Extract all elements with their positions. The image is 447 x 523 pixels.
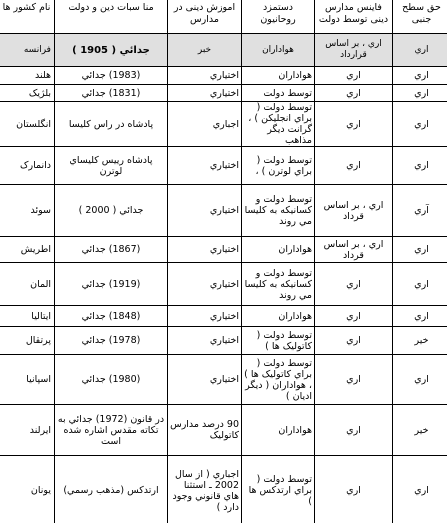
table-cell: (1978) جدائي bbox=[55, 327, 168, 355]
table-cell: هواداران bbox=[242, 306, 315, 327]
table-cell: اختياري bbox=[168, 306, 242, 327]
table-cell: خير bbox=[393, 327, 447, 355]
table-cell: اري bbox=[315, 102, 393, 147]
table-cell: اري bbox=[315, 456, 393, 523]
country-cell: انگلستان bbox=[0, 102, 55, 147]
country-cell: پرتقال bbox=[0, 327, 55, 355]
table-cell: اري bbox=[393, 67, 447, 85]
table-body bbox=[0, 67, 447, 523]
table-cell: توسط دولت ( براي لوترن ) ، bbox=[242, 147, 315, 185]
header-cell: منا سبات دین و دولت bbox=[55, 0, 168, 34]
table-cell: اري bbox=[393, 306, 447, 327]
subheader-cell: اري bbox=[393, 34, 447, 67]
country-cell: يونان bbox=[0, 456, 55, 523]
header-cell: دستمزد روحانیون bbox=[242, 0, 315, 34]
table-cell: پادشاه در راس کليسا bbox=[55, 102, 168, 147]
table-cell: اختياري bbox=[168, 85, 242, 102]
table-row bbox=[0, 263, 447, 306]
table-cell: هواداران bbox=[242, 237, 315, 263]
table-cell: اري bbox=[315, 147, 393, 185]
table-cell: ارتدکس (مذهب رسمي) bbox=[55, 456, 168, 523]
table-cell: (1980) جدائي bbox=[55, 355, 168, 405]
table-cell: اري bbox=[315, 327, 393, 355]
table-cell: اجباري ( از سال 2002 ـ استثنا هاي قانوني وجود دارد ) bbox=[168, 456, 242, 523]
subheader-cell: هواداران bbox=[242, 34, 315, 67]
header-cell: حق سطح جنبی bbox=[393, 0, 447, 34]
table-cell: اختياري bbox=[168, 355, 242, 405]
header-cell: فاینس مدارس دینی توسط دولت bbox=[315, 0, 393, 34]
table-row bbox=[0, 456, 447, 523]
country-cell: دانمارک bbox=[0, 147, 55, 185]
table-cell: اري bbox=[393, 85, 447, 102]
table-cell: خير bbox=[393, 405, 447, 456]
table-cell: توسط دولت و کسانيکه به کليسا مي روند bbox=[242, 263, 315, 306]
table-cell: هواداران bbox=[242, 67, 315, 85]
table-cell: توسط دولت و کسانيکه به کليسا مي روند bbox=[242, 185, 315, 237]
table-cell: توسط دولت ( براي انجليکن ) ، گرانت ديگر مذاهب bbox=[242, 102, 315, 147]
subheader-cell: اري ، بر اساس قرارداد bbox=[315, 34, 393, 67]
header-cell: اموزش دینی در مدارس bbox=[168, 0, 242, 34]
table-cell: توسط دولت ( کاتوليک ها ) bbox=[242, 327, 315, 355]
table-cell: آري bbox=[393, 185, 447, 237]
table-row bbox=[0, 237, 447, 263]
table-row bbox=[0, 405, 447, 456]
table-cell: (1831) جدائي bbox=[55, 85, 168, 102]
table-cell: توسط دولت bbox=[242, 85, 315, 102]
table-cell: هواداران bbox=[242, 405, 315, 456]
table-cell: جدائي ( 2000 ) bbox=[55, 185, 168, 237]
table-cell: اري bbox=[315, 306, 393, 327]
subheader-country: فرانسه bbox=[0, 34, 55, 67]
table-row bbox=[0, 85, 447, 102]
table-cell: 90 درصد مدارس کاتوليک bbox=[168, 405, 242, 456]
table-cell: توسط دولت ( براي کاتوليک ها ) ، هواداران ( ديگر اديان ) bbox=[242, 355, 315, 405]
table-cell: توسط دولت ( براي ارتدکس ها ) bbox=[242, 456, 315, 523]
table-row bbox=[0, 355, 447, 405]
table-row bbox=[0, 147, 447, 185]
header-cell: نام کشور ها bbox=[0, 0, 55, 34]
country-cell: بلژيک bbox=[0, 85, 55, 102]
table-cell: اري bbox=[393, 355, 447, 405]
table-cell: اجباري bbox=[168, 102, 242, 147]
table-row bbox=[0, 327, 447, 355]
country-cell: ايتاليا bbox=[0, 306, 55, 327]
table-cell: اختياري bbox=[168, 67, 242, 85]
table-row bbox=[0, 102, 447, 147]
table-cell: اري bbox=[393, 456, 447, 523]
table-cell: اختياري bbox=[168, 185, 242, 237]
table-cell: (1983) جدائي bbox=[55, 67, 168, 85]
table-cell: اري bbox=[315, 355, 393, 405]
table-cell: (1867) جدائي bbox=[55, 237, 168, 263]
country-cell: المان bbox=[0, 263, 55, 306]
table-cell: اختياري bbox=[168, 237, 242, 263]
subheader-row bbox=[0, 34, 447, 67]
table-row bbox=[0, 67, 447, 85]
country-cell: اسپانيا bbox=[0, 355, 55, 405]
header-row bbox=[0, 0, 447, 34]
table-row bbox=[0, 185, 447, 237]
table-cell: اري bbox=[393, 147, 447, 185]
table-cell: پادشاه رييس کليساي لوترن bbox=[55, 147, 168, 185]
table-cell: اري bbox=[315, 263, 393, 306]
table-cell: (1848) جدائي bbox=[55, 306, 168, 327]
country-cell: هلند bbox=[0, 67, 55, 85]
country-cell: اطريش bbox=[0, 237, 55, 263]
table-cell: اري bbox=[315, 85, 393, 102]
table-cell: اري bbox=[393, 102, 447, 147]
table-cell: در قانون (1972) جدائي به تکاته مقدس اشاره شده است bbox=[55, 405, 168, 456]
table-cell: اري bbox=[393, 237, 447, 263]
table-cell: اري bbox=[393, 263, 447, 306]
table-row bbox=[0, 306, 447, 327]
country-cell: ايرلند bbox=[0, 405, 55, 456]
table-cell: اري bbox=[315, 67, 393, 85]
table-cell: اختياري bbox=[168, 263, 242, 306]
table-cell: اختياري bbox=[168, 327, 242, 355]
subheader-cell: جدائي ( 1905 ) bbox=[55, 34, 168, 67]
country-cell: سوئد bbox=[0, 185, 55, 237]
table-cell: (1919) جدائي bbox=[55, 263, 168, 306]
table-cell: اري bbox=[315, 405, 393, 456]
table-cell: اختياري bbox=[168, 147, 242, 185]
table-cell: اري ، بر اساس قرداد bbox=[315, 237, 393, 263]
subheader-cell: خبر bbox=[168, 34, 242, 67]
table-cell: اري ، بر اساس قرداد bbox=[315, 185, 393, 237]
